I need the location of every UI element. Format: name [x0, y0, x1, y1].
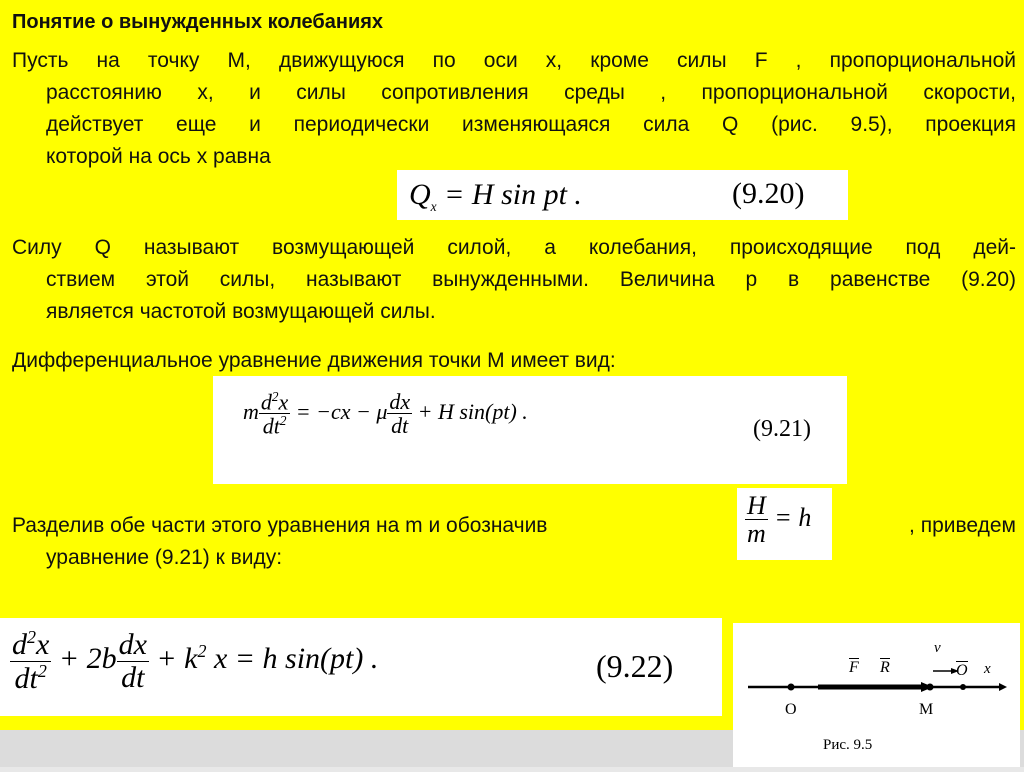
paragraph-2-line-2: ствием этой силы, называют вынужденными. Величина p в равенстве (9.20) — [46, 268, 1016, 291]
slide-title: Понятие о вынужденных колебаниях — [12, 11, 384, 33]
figure-caption: Рис. 9.5 — [823, 737, 873, 753]
label-o-right: O — [956, 662, 968, 679]
eq-number-9-20: (9.20) — [732, 177, 805, 210]
paragraph-1-line-3: действует еще и периодически изменяющаяся сила Q (рис. 9.5), проекция — [46, 113, 1016, 136]
paragraph-4-line-1-right: , приведем — [909, 514, 1016, 537]
paragraph-1 — [12, 45, 1016, 173]
figure-9-5 — [733, 623, 1020, 767]
paragraph-4 — [12, 510, 1016, 574]
label-o: O — [785, 701, 797, 718]
paragraph-4-line-2: уравнение (9.21) к виду: — [46, 546, 283, 569]
paragraph-3: Дифференциальное уравнение движения точки М имеет вид: — [12, 349, 616, 372]
label-x: x — [984, 661, 991, 677]
label-m: M — [919, 701, 934, 718]
paragraph-1-line-1: Пусть на точку М, движущуюся по оси x, кроме силы F , пропорциональной — [12, 49, 1016, 72]
figure-diagram — [733, 623, 1020, 767]
formula-9-20: $Q_x = H$ sin pt . (9.20) — [397, 170, 848, 220]
label-r: R — [880, 659, 890, 676]
point-o — [788, 684, 795, 691]
paragraph-4-line-1-left: Разделив обе части этого уравнения на m и обозначив — [12, 514, 548, 537]
paragraph-2-line-1: Силу Q называют возмущающей силой, а колебания, происходящие под дей- — [12, 236, 1016, 259]
formula-h: $\frac{H}{m}$ = h — [737, 488, 832, 560]
paragraph-2-line-3: является частотой возмущающей силы. — [46, 300, 436, 323]
label-f: F — [849, 659, 859, 676]
formula-9-21: m $\frac{d^2x}{dt^2}$ = −cx − μ $\frac{dx}{dt}$ + H sin(pt) . (9.21) — [213, 376, 847, 484]
eq-number-9-21: (9.21) — [753, 416, 811, 442]
formula-9-22: $\frac{d^2x}{dt^2}$ + 2b $\frac{dx}{dt}$ + $k^2$ x = h sin(pt) . (9.22) — [0, 618, 722, 716]
label-v: v — [934, 640, 941, 656]
paragraph-1-line-4: которой на ось x равна — [46, 145, 271, 168]
paragraph-1-line-2: расстоянию x, и силы сопротивления среды , пропорциональной скорости, — [46, 81, 1016, 104]
paragraph-2 — [12, 232, 1016, 328]
eq-number-9-22: (9.22) — [596, 648, 674, 684]
point-m — [927, 684, 934, 691]
